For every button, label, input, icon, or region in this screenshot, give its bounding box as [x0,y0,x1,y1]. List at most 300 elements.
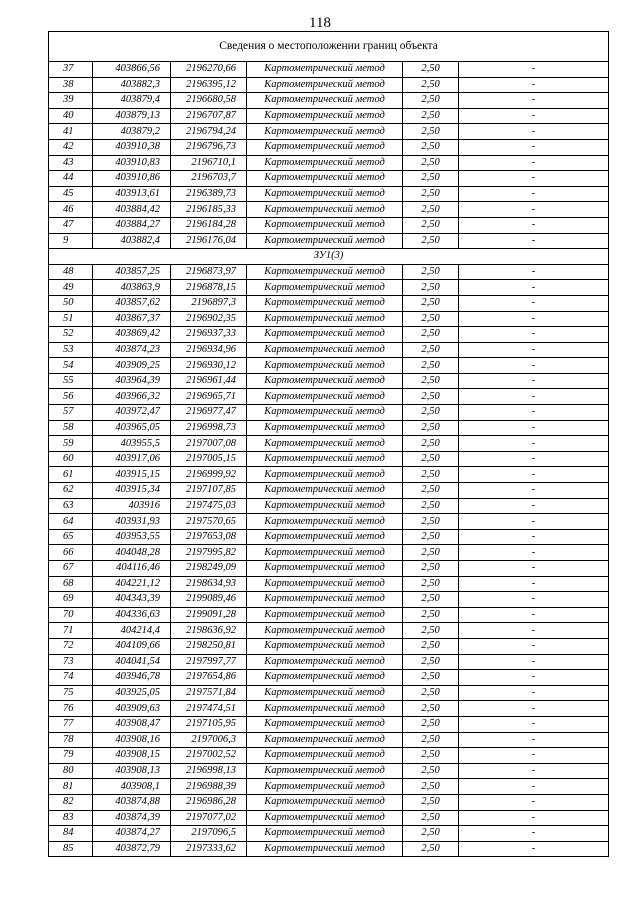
x-coordinate-cell: 403908,16 [93,732,171,748]
point-number-cell: 42 [49,139,93,155]
x-coordinate-cell: 403931,93 [93,514,171,530]
description-cell: - [459,451,609,467]
table-title-row [49,32,609,62]
point-number-cell: 38 [49,77,93,93]
section-label: ЗУ1(3) [49,249,609,265]
x-coordinate-cell: 403874,39 [93,810,171,826]
accuracy-cell: 2,50 [403,295,459,311]
method-cell: Картометрический метод [247,794,403,810]
y-coordinate-cell: 2196977,47 [171,405,247,421]
description-cell: - [459,295,609,311]
table-row [49,561,609,577]
table-row [49,139,609,155]
description-cell: - [459,826,609,842]
accuracy-cell: 2,50 [403,420,459,436]
table-row [49,732,609,748]
description-cell: - [459,420,609,436]
accuracy-cell: 2,50 [403,155,459,171]
table-row [49,701,609,717]
accuracy-cell: 2,50 [403,607,459,623]
y-coordinate-cell: 2196796,73 [171,139,247,155]
table-row [49,436,609,452]
x-coordinate-cell: 403908,1 [93,779,171,795]
method-cell: Картометрический метод [247,451,403,467]
method-cell: Картометрический метод [247,623,403,639]
description-cell: - [459,732,609,748]
accuracy-cell: 2,50 [403,763,459,779]
y-coordinate-cell: 2196270,66 [171,62,247,78]
point-number-cell: 75 [49,685,93,701]
description-cell: - [459,514,609,530]
table-row [49,451,609,467]
description-cell: - [459,841,609,857]
x-coordinate-cell: 403866,56 [93,62,171,78]
x-coordinate-cell: 404221,12 [93,576,171,592]
point-number-cell: 74 [49,670,93,686]
accuracy-cell: 2,50 [403,779,459,795]
y-coordinate-cell: 2197333,62 [171,841,247,857]
method-cell: Картометрический метод [247,779,403,795]
accuracy-cell: 2,50 [403,311,459,327]
method-cell: Картометрический метод [247,654,403,670]
description-cell: - [459,155,609,171]
table-row [49,389,609,405]
method-cell: Картометрический метод [247,576,403,592]
method-cell: Картометрический метод [247,670,403,686]
table-row [49,124,609,140]
description-cell: - [459,217,609,233]
y-coordinate-cell: 2196986,28 [171,794,247,810]
accuracy-cell: 2,50 [403,233,459,249]
y-coordinate-cell: 2197653,08 [171,529,247,545]
x-coordinate-cell: 403966,32 [93,389,171,405]
point-number-cell: 68 [49,576,93,592]
x-coordinate-cell: 403908,15 [93,748,171,764]
method-cell: Картометрический метод [247,685,403,701]
table-row [49,358,609,374]
point-number-cell: 9 [49,233,93,249]
x-coordinate-cell: 403915,15 [93,467,171,483]
table-row [49,186,609,202]
y-coordinate-cell: 2197995,82 [171,545,247,561]
description-cell: - [459,779,609,795]
accuracy-cell: 2,50 [403,670,459,686]
point-number-cell: 67 [49,561,93,577]
x-coordinate-cell: 403909,63 [93,701,171,717]
description-cell: - [459,171,609,187]
point-number-cell: 84 [49,826,93,842]
x-coordinate-cell: 403884,42 [93,202,171,218]
table-row [49,826,609,842]
description-cell: - [459,373,609,389]
table-row [49,171,609,187]
y-coordinate-cell: 2196999,92 [171,467,247,483]
y-coordinate-cell: 2196707,87 [171,108,247,124]
table-row [49,748,609,764]
table-row [49,155,609,171]
method-cell: Картометрический метод [247,202,403,218]
description-cell: - [459,638,609,654]
description-cell: - [459,311,609,327]
method-cell: Картометрический метод [247,389,403,405]
point-number-cell: 76 [49,701,93,717]
point-number-cell: 41 [49,124,93,140]
accuracy-cell: 2,50 [403,529,459,545]
description-cell: - [459,280,609,296]
point-number-cell: 48 [49,264,93,280]
table-row [49,810,609,826]
x-coordinate-cell: 404343,39 [93,592,171,608]
x-coordinate-cell: 404109,66 [93,638,171,654]
method-cell: Картометрический метод [247,124,403,140]
y-coordinate-cell: 2197475,03 [171,498,247,514]
method-cell: Картометрический метод [247,732,403,748]
table-row [49,295,609,311]
y-coordinate-cell: 2196897,3 [171,295,247,311]
y-coordinate-cell: 2197077,02 [171,810,247,826]
method-cell: Картометрический метод [247,498,403,514]
x-coordinate-cell: 403972,47 [93,405,171,421]
table-row [49,483,609,499]
description-cell: - [459,576,609,592]
accuracy-cell: 2,50 [403,716,459,732]
description-cell: - [459,389,609,405]
method-cell: Картометрический метод [247,295,403,311]
point-number-cell: 59 [49,436,93,452]
y-coordinate-cell: 2196680,58 [171,93,247,109]
accuracy-cell: 2,50 [403,451,459,467]
table-row [49,62,609,78]
point-number-cell: 44 [49,171,93,187]
accuracy-cell: 2,50 [403,264,459,280]
point-number-cell: 55 [49,373,93,389]
method-cell: Картометрический метод [247,62,403,78]
point-number-cell: 85 [49,841,93,857]
y-coordinate-cell: 2196176,04 [171,233,247,249]
description-cell: - [459,607,609,623]
method-cell: Картометрический метод [247,358,403,374]
accuracy-cell: 2,50 [403,342,459,358]
x-coordinate-cell: 403910,38 [93,139,171,155]
method-cell: Картометрический метод [247,311,403,327]
x-coordinate-cell: 403965,05 [93,420,171,436]
point-number-cell: 78 [49,732,93,748]
x-coordinate-cell: 404336,63 [93,607,171,623]
accuracy-cell: 2,50 [403,638,459,654]
point-number-cell: 52 [49,327,93,343]
y-coordinate-cell: 2196965,71 [171,389,247,405]
y-coordinate-cell: 2197654,86 [171,670,247,686]
x-coordinate-cell: 403964,39 [93,373,171,389]
accuracy-cell: 2,50 [403,561,459,577]
table-row [49,592,609,608]
boundary-coordinates-table [48,31,609,857]
point-number-cell: 80 [49,763,93,779]
y-coordinate-cell: 2198636,92 [171,623,247,639]
accuracy-cell: 2,50 [403,483,459,499]
table-row [49,716,609,732]
point-number-cell: 62 [49,483,93,499]
point-number-cell: 40 [49,108,93,124]
method-cell: Картометрический метод [247,233,403,249]
y-coordinate-cell: 2198250,81 [171,638,247,654]
table-row [49,233,609,249]
method-cell: Картометрический метод [247,280,403,296]
table-row [49,779,609,795]
y-coordinate-cell: 2196185,33 [171,202,247,218]
x-coordinate-cell: 403908,47 [93,716,171,732]
y-coordinate-cell: 2196937,33 [171,327,247,343]
section-row [49,249,609,265]
x-coordinate-cell: 403874,23 [93,342,171,358]
point-number-cell: 71 [49,623,93,639]
accuracy-cell: 2,50 [403,186,459,202]
description-cell: - [459,810,609,826]
description-cell: - [459,467,609,483]
accuracy-cell: 2,50 [403,373,459,389]
page-number: 118 [309,15,331,31]
method-cell: Картометрический метод [247,420,403,436]
x-coordinate-cell: 404214,4 [93,623,171,639]
point-number-cell: 83 [49,810,93,826]
x-coordinate-cell: 403910,86 [93,171,171,187]
method-cell: Картометрический метод [247,108,403,124]
point-number-cell: 53 [49,342,93,358]
x-coordinate-cell: 404041,54 [93,654,171,670]
point-number-cell: 37 [49,62,93,78]
table-row [49,529,609,545]
table-row [49,576,609,592]
table-row [49,467,609,483]
x-coordinate-cell: 403908,13 [93,763,171,779]
description-cell: - [459,561,609,577]
y-coordinate-cell: 2196873,97 [171,264,247,280]
description-cell: - [459,748,609,764]
description-cell: - [459,108,609,124]
method-cell: Картометрический метод [247,483,403,499]
description-cell: - [459,327,609,343]
x-coordinate-cell: 403857,62 [93,295,171,311]
accuracy-cell: 2,50 [403,124,459,140]
accuracy-cell: 2,50 [403,139,459,155]
method-cell: Картометрический метод [247,405,403,421]
y-coordinate-cell: 2196389,73 [171,186,247,202]
point-number-cell: 73 [49,654,93,670]
accuracy-cell: 2,50 [403,654,459,670]
accuracy-cell: 2,50 [403,623,459,639]
accuracy-cell: 2,50 [403,810,459,826]
table-row [49,514,609,530]
description-cell: - [459,186,609,202]
point-number-cell: 43 [49,155,93,171]
description-cell: - [459,436,609,452]
accuracy-cell: 2,50 [403,358,459,374]
method-cell: Картометрический метод [247,638,403,654]
description-cell: - [459,342,609,358]
description-cell: - [459,124,609,140]
accuracy-cell: 2,50 [403,436,459,452]
description-cell: - [459,545,609,561]
y-coordinate-cell: 2196710,1 [171,155,247,171]
description-cell: - [459,763,609,779]
description-cell: - [459,794,609,810]
accuracy-cell: 2,50 [403,280,459,296]
accuracy-cell: 2,50 [403,327,459,343]
point-number-cell: 58 [49,420,93,436]
point-number-cell: 50 [49,295,93,311]
accuracy-cell: 2,50 [403,748,459,764]
table-row [49,623,609,639]
description-cell: - [459,529,609,545]
y-coordinate-cell: 2196902,35 [171,311,247,327]
description-cell: - [459,264,609,280]
y-coordinate-cell: 2197570,65 [171,514,247,530]
description-cell: - [459,498,609,514]
y-coordinate-cell: 2196934,96 [171,342,247,358]
method-cell: Картометрический метод [247,561,403,577]
method-cell: Картометрический метод [247,529,403,545]
x-coordinate-cell: 403867,37 [93,311,171,327]
point-number-cell: 47 [49,217,93,233]
x-coordinate-cell: 403925,05 [93,685,171,701]
method-cell: Картометрический метод [247,607,403,623]
accuracy-cell: 2,50 [403,108,459,124]
description-cell: - [459,139,609,155]
table-row [49,405,609,421]
point-number-cell: 60 [49,451,93,467]
accuracy-cell: 2,50 [403,498,459,514]
x-coordinate-cell: 403946,78 [93,670,171,686]
method-cell: Картометрический метод [247,186,403,202]
accuracy-cell: 2,50 [403,826,459,842]
accuracy-cell: 2,50 [403,171,459,187]
x-coordinate-cell: 403882,4 [93,233,171,249]
y-coordinate-cell: 2196395,12 [171,77,247,93]
point-number-cell: 45 [49,186,93,202]
x-coordinate-cell: 404048,28 [93,545,171,561]
x-coordinate-cell: 403879,13 [93,108,171,124]
method-cell: Картометрический метод [247,93,403,109]
table-row [49,264,609,280]
point-number-cell: 65 [49,529,93,545]
method-cell: Картометрический метод [247,514,403,530]
method-cell: Картометрический метод [247,763,403,779]
table-row [49,498,609,514]
table-row [49,545,609,561]
table-row [49,108,609,124]
description-cell: - [459,654,609,670]
method-cell: Картометрический метод [247,841,403,857]
x-coordinate-cell: 404116,46 [93,561,171,577]
method-cell: Картометрический метод [247,716,403,732]
y-coordinate-cell: 2197096,5 [171,826,247,842]
description-cell: - [459,202,609,218]
method-cell: Картометрический метод [247,77,403,93]
point-number-cell: 77 [49,716,93,732]
method-cell: Картометрический метод [247,592,403,608]
y-coordinate-cell: 2197571,84 [171,685,247,701]
description-cell: - [459,77,609,93]
point-number-cell: 64 [49,514,93,530]
method-cell: Картометрический метод [247,810,403,826]
accuracy-cell: 2,50 [403,592,459,608]
x-coordinate-cell: 403915,34 [93,483,171,499]
method-cell: Картометрический метод [247,327,403,343]
description-cell: - [459,62,609,78]
y-coordinate-cell: 2196988,39 [171,779,247,795]
method-cell: Картометрический метод [247,748,403,764]
y-coordinate-cell: 2197474,51 [171,701,247,717]
accuracy-cell: 2,50 [403,62,459,78]
table-row [49,202,609,218]
table-row [49,841,609,857]
table-row [49,420,609,436]
accuracy-cell: 2,50 [403,467,459,483]
method-cell: Картометрический метод [247,545,403,561]
y-coordinate-cell: 2196703,7 [171,171,247,187]
table-row [49,280,609,296]
point-number-cell: 51 [49,311,93,327]
point-number-cell: 63 [49,498,93,514]
x-coordinate-cell: 403869,42 [93,327,171,343]
x-coordinate-cell: 403909,25 [93,358,171,374]
point-number-cell: 70 [49,607,93,623]
method-cell: Картометрический метод [247,217,403,233]
x-coordinate-cell: 403884,27 [93,217,171,233]
point-number-cell: 46 [49,202,93,218]
y-coordinate-cell: 2197105,95 [171,716,247,732]
y-coordinate-cell: 2196878,15 [171,280,247,296]
description-cell: - [459,623,609,639]
x-coordinate-cell: 403857,25 [93,264,171,280]
y-coordinate-cell: 2196961,44 [171,373,247,389]
table-title: Сведения о местоположении границ объекта [49,32,609,62]
description-cell: - [459,701,609,717]
y-coordinate-cell: 2196184,28 [171,217,247,233]
table-row [49,77,609,93]
accuracy-cell: 2,50 [403,405,459,421]
table-row [49,342,609,358]
method-cell: Картометрический метод [247,171,403,187]
y-coordinate-cell: 2197005,15 [171,451,247,467]
point-number-cell: 39 [49,93,93,109]
x-coordinate-cell: 403879,4 [93,93,171,109]
point-number-cell: 69 [49,592,93,608]
accuracy-cell: 2,50 [403,545,459,561]
point-number-cell: 49 [49,280,93,296]
table-row [49,763,609,779]
description-cell: - [459,716,609,732]
accuracy-cell: 2,50 [403,685,459,701]
table-row [49,311,609,327]
method-cell: Картометрический метод [247,139,403,155]
method-cell: Картометрический метод [247,701,403,717]
accuracy-cell: 2,50 [403,732,459,748]
description-cell: - [459,592,609,608]
x-coordinate-cell: 403879,2 [93,124,171,140]
table-row [49,327,609,343]
y-coordinate-cell: 2198249,09 [171,561,247,577]
x-coordinate-cell: 403910,83 [93,155,171,171]
point-number-cell: 66 [49,545,93,561]
accuracy-cell: 2,50 [403,701,459,717]
table-row [49,654,609,670]
accuracy-cell: 2,50 [403,576,459,592]
table-row [49,685,609,701]
method-cell: Картометрический метод [247,826,403,842]
description-cell: - [459,685,609,701]
accuracy-cell: 2,50 [403,202,459,218]
